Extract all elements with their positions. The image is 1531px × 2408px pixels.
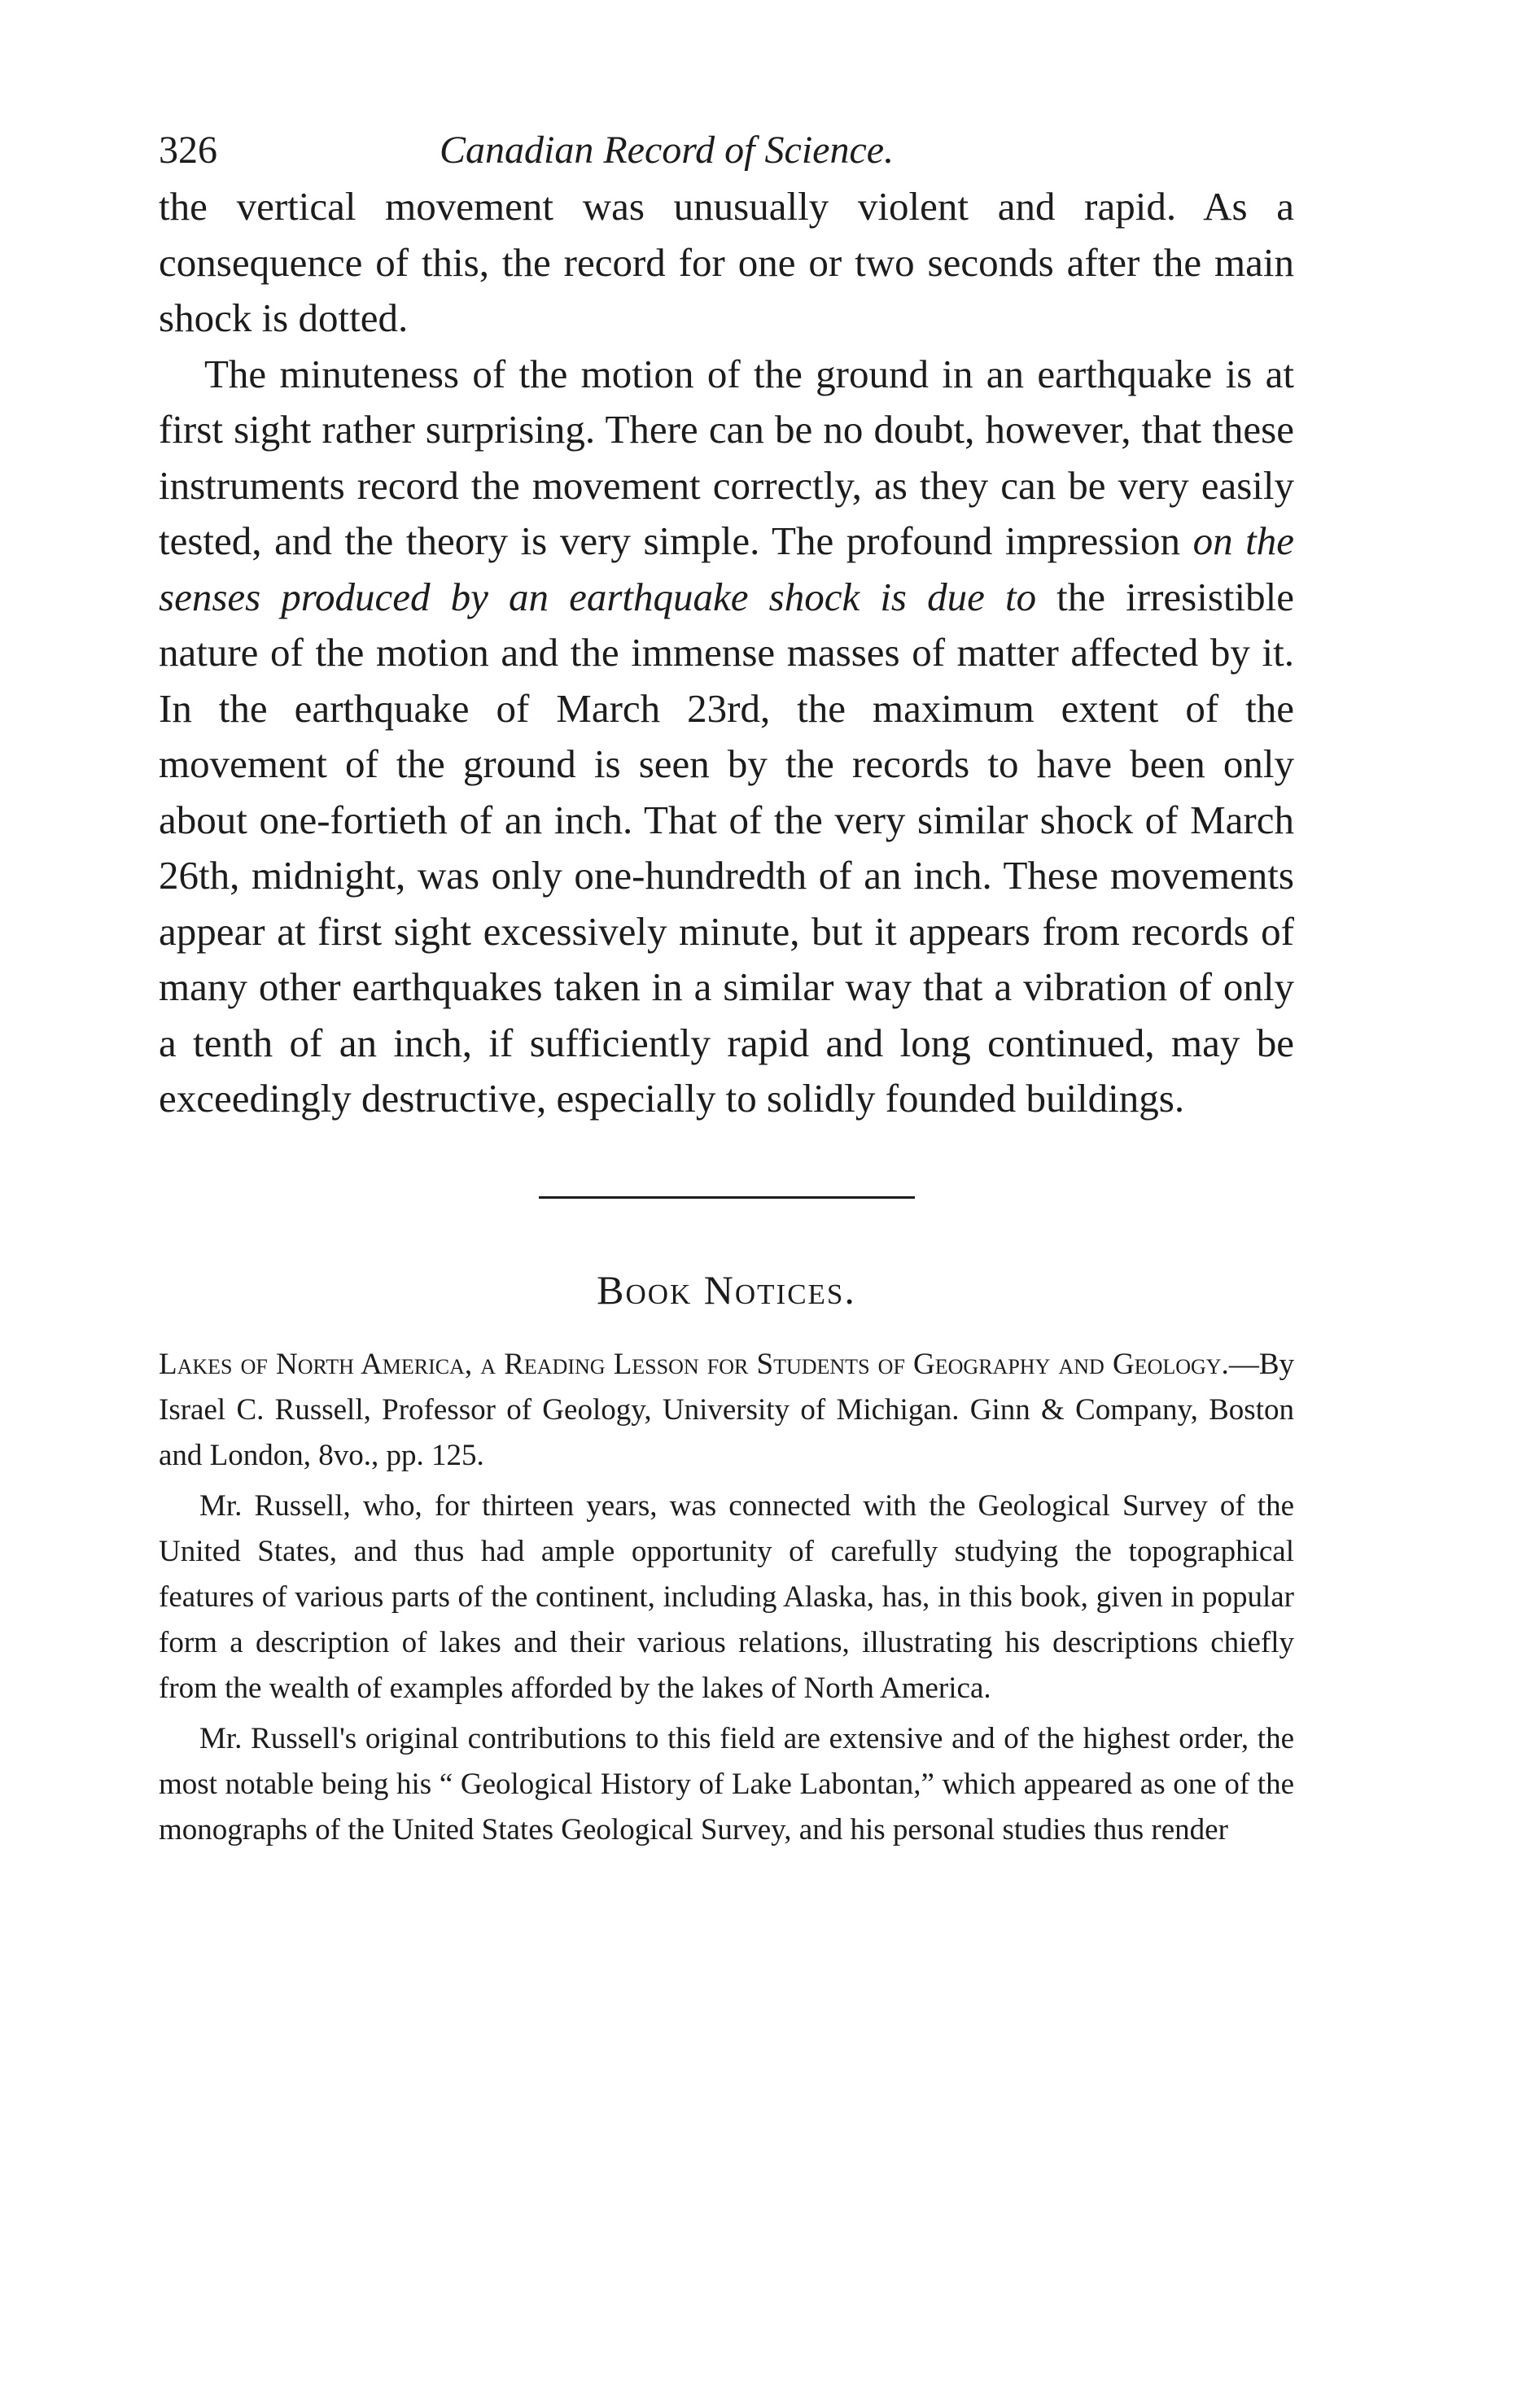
running-head [159,122,1294,179]
book-notice [159,1342,1294,1853]
page-number: 326 [159,129,217,172]
book-citation: —By Israel C. Russell, Professor of Geology, University of Michigan. Ginn & Company, Boston and London, 8vo., pp. 125. [159,1347,1294,1472]
notice-paragraph: Mr. Russell's original contributions to this field are extensive and of the highest order, the most notable being his “ Geological History of Lake Labontan,” which appeared as one of the monographs of the United States Geological Survey, and his personal studies thus render [159,1721,1294,1846]
article-italic-text: on the senses produced by an earthquake shock is due to [159,518,1294,619]
article-paragraph [159,347,1294,1127]
book-notice-heading [159,1342,1294,1479]
journal-title: Canadian Record of Science. [440,129,895,172]
article-text: the irresistible nature of the motion and the immense masses of matter affected by it. In the earthquake of March 23rd, the maximum extent of the movement of the ground is seen by the records to have been only about one-fortieth of an inch. That of the very similar shock of March 26th, midnight, was only one-hundredth of an inch. These movements appear at first sight excessively minute, but it appears from records of many other earthquakes taken in a similar way that a vibration of only a tenth of an inch, if sufficiently rapid and long continued, may be exceedingly destructive, especially to solidly founded buildings. [159,574,1294,1121]
section-divider [539,1196,915,1199]
article-body [159,179,1294,1127]
section-title: Book Notices. [597,1266,856,1313]
article-paragraph: the vertical movement was unusually violent and rapid. As a consequence of this, the record for one or two seconds after the main shock is dotted. [159,184,1294,340]
article-text: The minuteness of the motion of the ground in an earthquake is at first sight rather surprising. There can be no doubt, however, that these instruments record the movement correctly, as they can be very easily tested, and the theory is very simple. The profound impression [159,351,1294,563]
notice-paragraph: Mr. Russell, who, for thirteen years, was connected with the Geological Survey of the United States, and thus had ample opportunity of carefully studying the topographical features of various parts of the continent, including Alaska, has, in this book, given in popular form a description of lakes and their various relations, illustrating his descriptions chiefly from the wealth of examples afforded by the lakes of North America. [159,1488,1294,1705]
book-title: Lakes of North America, a Reading Lesson for Students of Geography and Geology. [159,1347,1229,1381]
page-content [159,122,1294,1853]
